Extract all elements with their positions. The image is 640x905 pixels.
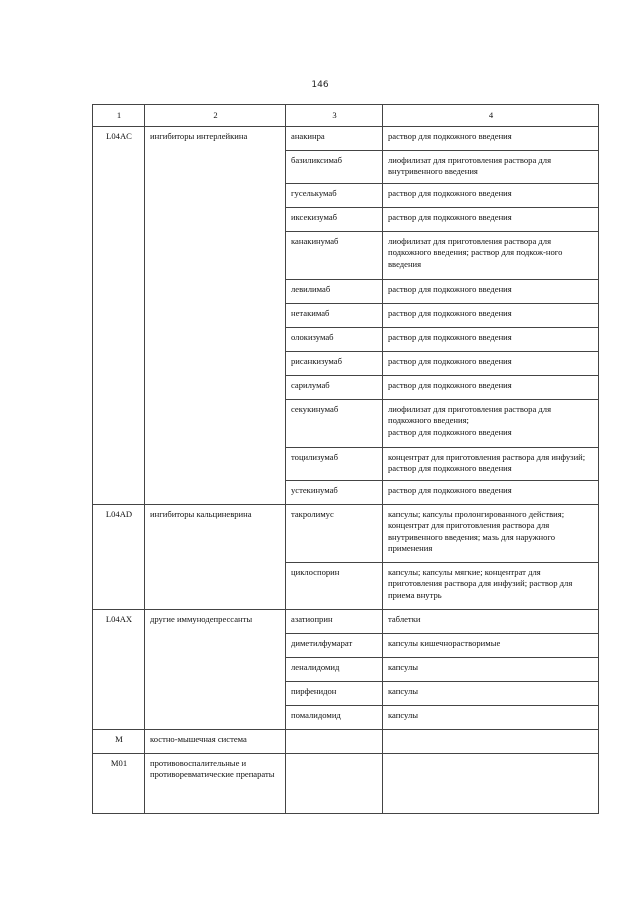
drug-name-cell: анакинра: [286, 127, 383, 151]
atc-code-cell-continuation: [93, 706, 145, 730]
atc-group-name-cell-continuation: [145, 448, 286, 481]
table-row: [93, 610, 599, 634]
atc-group-name-cell-continuation: [145, 208, 286, 232]
table-row: [93, 352, 599, 376]
table-row: [93, 730, 599, 754]
atc-code-cell-continuation: [93, 682, 145, 706]
table-row: [93, 304, 599, 328]
atc-group-name-cell: другие иммунодепрессанты: [145, 610, 286, 634]
column-header-1: 1: [93, 105, 145, 127]
atc-code-cell-continuation: [93, 481, 145, 505]
table-row: [93, 376, 599, 400]
atc-code-cell: L04AX: [93, 610, 145, 634]
atc-group-name-cell-continuation: [145, 563, 286, 610]
table-row: [93, 280, 599, 304]
dosage-form-cell: капсулы: [383, 706, 599, 730]
drug-name-cell: иксекизумаб: [286, 208, 383, 232]
table-row: [93, 232, 599, 280]
atc-code-cell-continuation: [93, 184, 145, 208]
atc-group-name-cell-continuation: [145, 184, 286, 208]
drug-name-cell: устекинумаб: [286, 481, 383, 505]
column-header-4: 4: [383, 105, 599, 127]
atc-code-cell: M01: [93, 754, 145, 814]
table-body: [93, 127, 599, 814]
drug-name-cell: тоцилизумаб: [286, 448, 383, 481]
dosage-form-cell: раствор для подкожного введения: [383, 208, 599, 232]
drug-name-cell: базиликсимаб: [286, 151, 383, 184]
dosage-form-cell: капсулы; капсулы пролонгированного действия; концентрат для приготовления раствора для внутривенного введения; мазь для наружного применения: [383, 505, 599, 563]
atc-group-name-cell: противовоспалительные и противоревматические препараты: [145, 754, 286, 814]
drug-name-cell: гуселькумаб: [286, 184, 383, 208]
atc-code-cell-continuation: [93, 151, 145, 184]
dosage-form-cell: капсулы кишечнорастворимые: [383, 634, 599, 658]
drug-name-cell: нетакимаб: [286, 304, 383, 328]
atc-group-name-cell: костно-мышечная система: [145, 730, 286, 754]
dosage-form-cell: [383, 754, 599, 814]
table-row: [93, 448, 599, 481]
atc-group-name-cell-continuation: [145, 304, 286, 328]
atc-group-name-cell-continuation: [145, 634, 286, 658]
table-row: [93, 127, 599, 151]
drug-name-cell: олокизумаб: [286, 328, 383, 352]
dosage-form-cell: капсулы; капсулы мягкие; концентрат для приготовления раствора для инфузий; раствор для приема внутрь: [383, 563, 599, 610]
table-row: [93, 682, 599, 706]
table-row: [93, 754, 599, 814]
table-row: [93, 563, 599, 610]
drug-name-cell: азатиоприн: [286, 610, 383, 634]
table-row: [93, 658, 599, 682]
dosage-form-cell: лиофилизат для приготовления раствора для подкожного введения; раствор для подкожного введения: [383, 400, 599, 448]
table-row: [93, 505, 599, 563]
atc-code-cell: L04AD: [93, 505, 145, 563]
dosage-form-cell: раствор для подкожного введения: [383, 328, 599, 352]
dosage-form-cell: таблетки: [383, 610, 599, 634]
atc-group-name-cell-continuation: [145, 682, 286, 706]
atc-group-name-cell-continuation: [145, 658, 286, 682]
drug-name-cell: рисанкизумаб: [286, 352, 383, 376]
dosage-form-cell: раствор для подкожного введения: [383, 376, 599, 400]
drug-name-cell: секукинумаб: [286, 400, 383, 448]
dosage-form-cell: раствор для подкожного введения: [383, 481, 599, 505]
atc-code-cell-continuation: [93, 448, 145, 481]
drug-name-cell: такролимус: [286, 505, 383, 563]
drug-name-cell: пирфенидон: [286, 682, 383, 706]
dosage-form-cell: раствор для подкожного введения: [383, 280, 599, 304]
atc-group-name-cell-continuation: [145, 481, 286, 505]
dosage-form-cell: раствор для подкожного введения: [383, 184, 599, 208]
atc-code-cell: L04AC: [93, 127, 145, 151]
dosage-form-cell: капсулы: [383, 682, 599, 706]
atc-group-name-cell-continuation: [145, 706, 286, 730]
atc-code-cell-continuation: [93, 658, 145, 682]
atc-group-name-cell: ингибиторы интерлейкина: [145, 127, 286, 151]
table-header-row: [93, 105, 599, 127]
atc-code-cell-continuation: [93, 280, 145, 304]
atc-code-cell-continuation: [93, 400, 145, 448]
table-row: [93, 184, 599, 208]
atc-code-cell: M: [93, 730, 145, 754]
dosage-form-cell: раствор для подкожного введения: [383, 127, 599, 151]
atc-group-name-cell-continuation: [145, 151, 286, 184]
atc-group-name-cell-continuation: [145, 376, 286, 400]
drug-name-cell: [286, 754, 383, 814]
atc-group-name-cell-continuation: [145, 400, 286, 448]
atc-code-cell-continuation: [93, 328, 145, 352]
table-row: [93, 481, 599, 505]
drug-name-cell: канакинумаб: [286, 232, 383, 280]
atc-code-cell-continuation: [93, 352, 145, 376]
atc-group-name-cell-continuation: [145, 352, 286, 376]
column-header-2: 2: [145, 105, 286, 127]
dosage-form-cell: концентрат для приготовления раствора для инфузий; раствор для подкожного введения: [383, 448, 599, 481]
drug-name-cell: [286, 730, 383, 754]
drug-name-cell: леналидомид: [286, 658, 383, 682]
table-row: [93, 208, 599, 232]
table-row: [93, 400, 599, 448]
drug-name-cell: помалидомид: [286, 706, 383, 730]
atc-code-cell-continuation: [93, 634, 145, 658]
atc-code-cell-continuation: [93, 208, 145, 232]
drug-name-cell: диметилфумарат: [286, 634, 383, 658]
dosage-form-cell: [383, 730, 599, 754]
atc-group-name-cell-continuation: [145, 328, 286, 352]
dosage-form-cell: капсулы: [383, 658, 599, 682]
table-row: [93, 328, 599, 352]
drug-name-cell: левилимаб: [286, 280, 383, 304]
table-row: [93, 634, 599, 658]
drug-name-cell: сарилумаб: [286, 376, 383, 400]
dosage-form-cell: раствор для подкожного введения: [383, 352, 599, 376]
atc-code-cell-continuation: [93, 376, 145, 400]
atc-group-name-cell: ингибиторы кальциневрина: [145, 505, 286, 563]
table-row: [93, 151, 599, 184]
drug-name-cell: циклоспорин: [286, 563, 383, 610]
drug-classification-table: [92, 104, 599, 814]
dosage-form-cell: лиофилизат для приготовления раствора для подкожного введения; раствор для подкож-ного введения: [383, 232, 599, 280]
atc-code-cell-continuation: [93, 232, 145, 280]
atc-code-cell-continuation: [93, 304, 145, 328]
atc-group-name-cell-continuation: [145, 280, 286, 304]
column-header-3: 3: [286, 105, 383, 127]
table-row: [93, 706, 599, 730]
atc-group-name-cell-continuation: [145, 232, 286, 280]
page-number: 146: [311, 80, 329, 90]
atc-code-cell-continuation: [93, 563, 145, 610]
dosage-form-cell: лиофилизат для приготовления раствора для внутривенного введения: [383, 151, 599, 184]
dosage-form-cell: раствор для подкожного введения: [383, 304, 599, 328]
